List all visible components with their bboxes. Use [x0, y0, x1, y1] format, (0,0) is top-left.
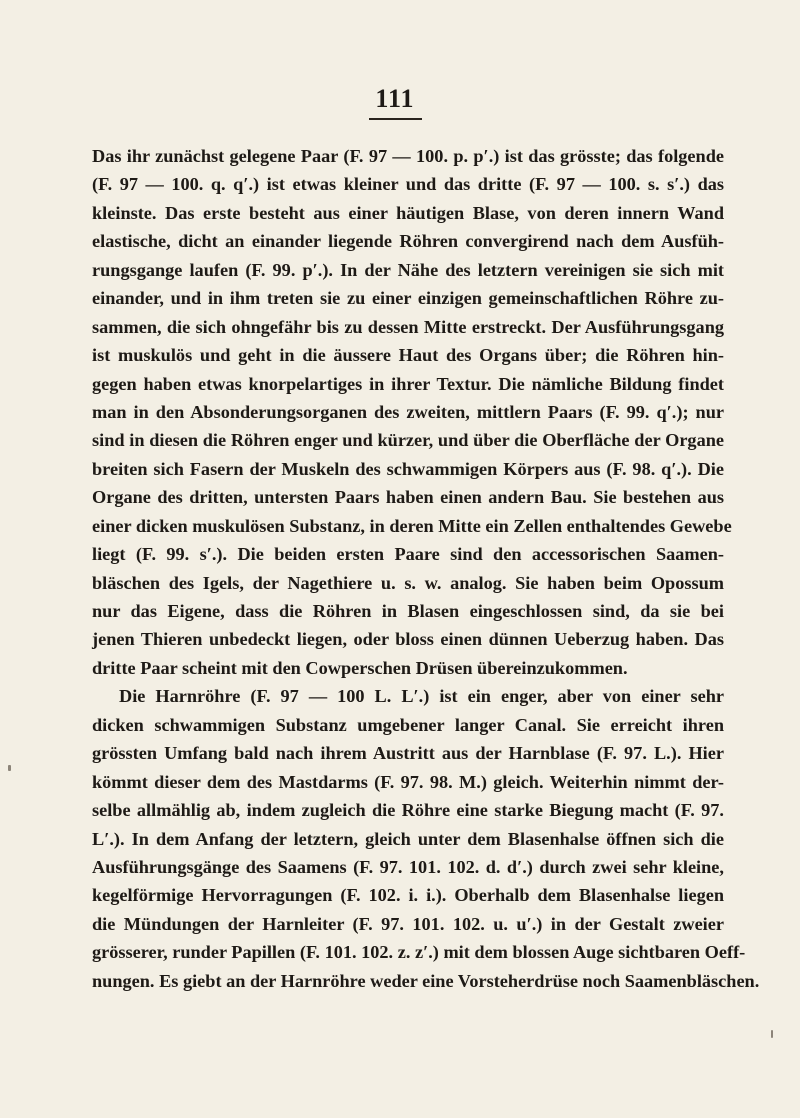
text-line: elastische, dicht an einander liegende Röhren convergirend nach dem Ausfüh-	[92, 231, 724, 252]
text-line: (F. 97 — 100. q. q′.) ist etwas kleiner und das dritte (F. 97 — 100. s. s′.) das	[92, 174, 724, 195]
text-line: dritte Paar scheint mit den Cowperschen Drüsen übereinzukommen.	[92, 657, 628, 678]
text-line: kömmt dieser dem des Mastdarms (F. 97. 98. M.) gleich. Weiterhin nimmt der-	[92, 771, 724, 792]
text-line: ist muskulös und geht in die äussere Haut des Organs über; die Röhren hin-	[92, 345, 724, 366]
text-line: sammen, die sich ohngefähr bis zu dessen Mitte erstreckt. Der Ausführungsgang	[92, 316, 724, 337]
text-line: dicken schwammigen Substanz umgebener langer Canal. Sie erreicht ihren	[92, 714, 724, 735]
text-line: Organe des dritten, untersten Paars haben einen andern Bau. Sie bestehen aus	[92, 487, 724, 508]
text-line: selbe allmählig ab, indem zugleich die Röhre eine starke Biegung macht (F. 97.	[92, 800, 724, 821]
text-line: grösserer, runder Papillen (F. 101. 102. z. z′.) mit dem blossen Auge sichtbaren Oeff-	[92, 942, 746, 963]
text-line: einer dicken muskulösen Substanz, in deren Mitte ein Zellen enthaltendes Gewebe	[92, 515, 732, 536]
text-line: L′.). In dem Anfang der letztern, gleich unter dem Blasenhalse öffnen sich die	[92, 828, 724, 849]
text-line: breiten sich Fasern der Muskeln des schwammigen Körpers aus (F. 98. q′.). Die	[92, 458, 724, 479]
text-line: Ausführungsgänge des Saamens (F. 97. 101. 102. d. d′.) durch zwei sehr kleine,	[92, 856, 724, 877]
text-line: Das ihr zunächst gelegene Paar (F. 97 — 100. p. p′.) ist das grösste; das folgende	[92, 146, 724, 166]
text-line: die Mündungen der Harnleiter (F. 97. 101. 102. u. u′.) in der Gestalt zweier	[92, 913, 724, 934]
text-line: nur das Eigene, dass die Röhren in Blasen eingeschlossen sind, da sie bei	[92, 601, 724, 621]
text-line: kleinste. Das erste besteht aus einer häutigen Blase, von deren innern Wand	[92, 202, 724, 223]
paper-speck	[771, 1030, 773, 1038]
text-line: kegelförmige Hervorragungen (F. 102. i. i.). Oberhalb dem Blasenhalse liegen	[92, 885, 724, 906]
text-line: einander, und in ihm treten sie zu einer einzigen gemeinschaftlichen Röhre zu-	[92, 288, 724, 309]
text-line: jenen Thieren unbedeckt liegen, oder bloss einen dünnen Ueberzug haben. Das	[92, 629, 724, 650]
text-line: bläschen des Igels, der Nagethiere u. s. w. analog. Sie haben beim Opossum	[92, 572, 724, 593]
text-line: nungen. Es giebt an der Harnröhre weder eine Vorsteherdrüse noch Saamenbläschen.	[92, 970, 760, 991]
text-line: liegt (F. 99. s′.). Die beiden ersten Paare sind den accessorischen Saamen-	[92, 544, 724, 565]
text-line: gegen haben etwas knorpelartiges in ihrer Textur. Die nämliche Bildung findet	[92, 373, 724, 394]
text-line: grössten Umfang bald nach ihrem Austritt aus der Harnblase (F. 97. L.). Hier	[92, 743, 724, 764]
page-number: 111	[375, 84, 415, 113]
page-number-rule	[369, 118, 422, 120]
paper-speck	[8, 765, 11, 771]
body-text	[92, 142, 760, 995]
text-line: Die Harnröhre (F. 97 — 100 L. L′.) ist ein enger, aber von einer sehr	[119, 686, 724, 707]
text-line: man in den Absonderungsorganen des zweiten, mittlern Paars (F. 99. q′.); nur	[92, 401, 724, 422]
text-line: sind in diesen die Röhren enger und kürzer, und über die Oberfläche der Organe	[92, 430, 724, 451]
text-line: rungsgange laufen (F. 99. p′.). In der Nähe des letztern vereinigen sie sich mit	[92, 259, 724, 280]
